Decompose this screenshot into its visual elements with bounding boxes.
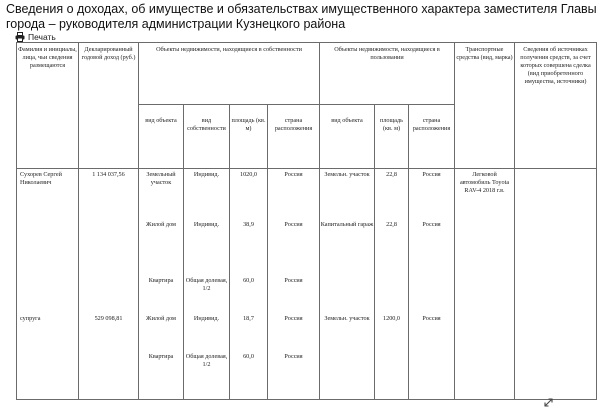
owned-country: Россия (284, 171, 303, 178)
col-used-type (320, 169, 375, 400)
owned-country: Россия (284, 277, 303, 284)
owned-type: Квартира (148, 353, 174, 360)
col-owned-country (268, 169, 320, 400)
owned-ownership: Индивид. (193, 171, 220, 178)
subheader-used-country: страна расположения (409, 105, 455, 169)
transport-value: Легковой автомобиль Toyota RAV-4 2018 г.в. (459, 171, 510, 194)
used-area: 22,8 (386, 171, 397, 178)
used-area: 22,8 (386, 221, 397, 228)
header-name: Фамилия и инициалы, лица, чьи сведения размещаются (17, 43, 79, 169)
owned-area: 60,0 (243, 277, 254, 284)
owned-country: Россия (284, 315, 303, 322)
owned-area: 18,7 (243, 315, 254, 322)
person-name: супруга (20, 315, 41, 322)
col-owned-ownership (184, 169, 230, 400)
header-row (17, 43, 597, 105)
col-owned-type (139, 169, 184, 400)
used-country: Россия (422, 171, 441, 178)
col-name (17, 169, 79, 400)
owned-ownership: Общая долевая, 1/2 (185, 277, 228, 292)
subheader-owned-type: вид объекта (139, 105, 184, 169)
table-row (17, 169, 597, 400)
owned-ownership: Индивид. (193, 221, 220, 228)
used-country: Россия (422, 221, 441, 228)
page-title: Сведения о доходах, об имуществе и обязательствах имущественного характера заместителя Главы города – руководителя администрации Кузнецкого района (6, 2, 597, 31)
subheader-used-type: вид объекта (320, 105, 375, 169)
used-type: Земельн. участок (324, 315, 370, 322)
col-used-area (375, 169, 409, 400)
owned-type: Жилой дом (146, 315, 176, 322)
used-country: Россия (422, 315, 441, 322)
owned-country: Россия (284, 221, 303, 228)
owned-type: Земельный участок (146, 171, 176, 186)
declaration-table (16, 42, 597, 400)
owned-ownership: Общая долевая, 1/2 (185, 353, 228, 368)
header-used: Объекты недвижимости, находящиеся в пользовании (320, 43, 455, 105)
header-transport: Транспортные средства (вид, марка) (455, 43, 515, 169)
owned-area: 60,0 (243, 353, 254, 360)
subheader-owned-ownership: вид собственности (184, 105, 230, 169)
used-type: Земельн. участок (324, 171, 370, 178)
person-income: 529 098,81 (94, 315, 123, 322)
subheader-owned-country: страна расположения (268, 105, 320, 169)
header-sources: Сведения об источниках получения средств, за счет которых совершена сделка (вид приобретенного имущества, источники) (515, 43, 597, 169)
owned-type: Жилой дом (146, 221, 176, 228)
owned-type: Квартира (148, 277, 174, 284)
header-income: Декларированный годовой доход (руб.) (79, 43, 139, 169)
owned-area: 38,9 (243, 221, 254, 228)
printer-icon (15, 32, 25, 42)
person-name: Сухорев Сергей Николаевич (20, 171, 62, 186)
used-area: 1200,0 (383, 315, 401, 322)
header-owned: Объекты недвижимости, находящиеся в собственности (139, 43, 320, 105)
owned-country: Россия (284, 353, 303, 360)
print-label: Печать (28, 32, 56, 42)
person-income: 1 134 037,56 (92, 171, 125, 178)
col-owned-area (230, 169, 268, 400)
subheader-owned-area: площадь (кв. м) (230, 105, 268, 169)
owned-ownership: Индивид. (193, 315, 220, 322)
subheader-used-area: площадь (кв. м) (375, 105, 409, 169)
expand-arrows-icon[interactable] (544, 398, 553, 407)
col-transport (455, 169, 515, 400)
col-used-country (409, 169, 455, 400)
used-type: Капитальный гараж (320, 221, 374, 228)
col-sources (515, 169, 597, 400)
col-income (79, 169, 139, 400)
owned-area: 1020,0 (239, 171, 257, 178)
